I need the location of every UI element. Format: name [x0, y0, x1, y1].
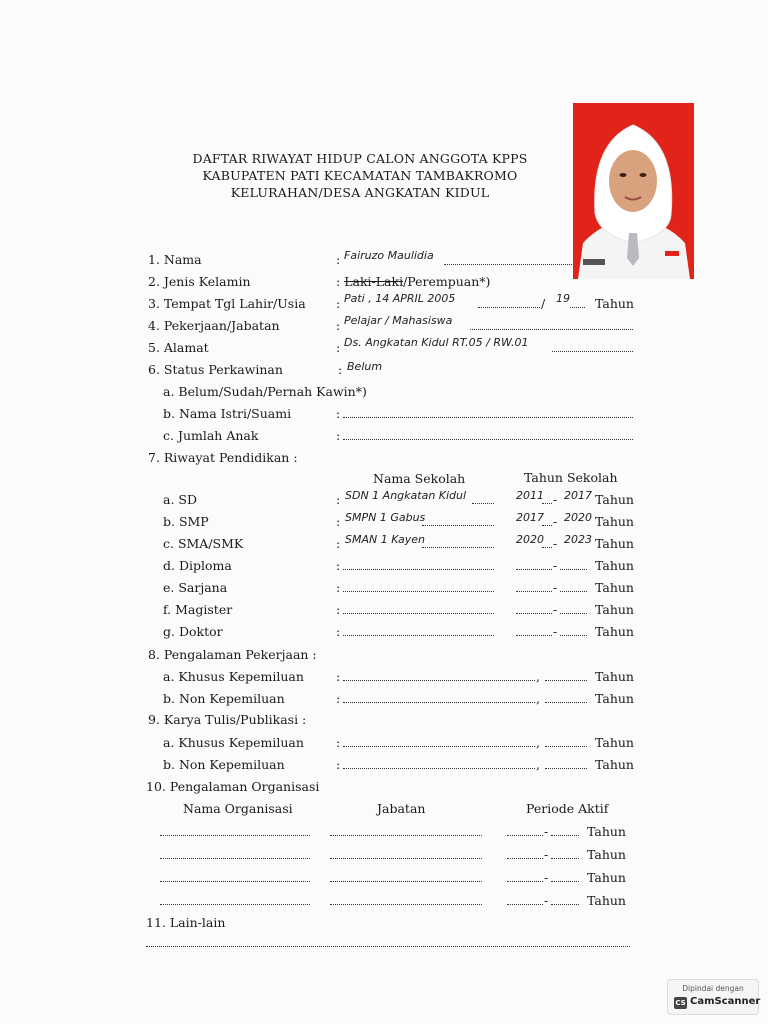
dotted-line[interactable]	[343, 635, 494, 636]
struck-option: Laki-Laki	[344, 274, 404, 289]
dash: -	[553, 624, 558, 639]
passport-photo	[573, 103, 694, 279]
unit-tahun: Tahun	[595, 735, 634, 750]
unit-tahun: Tahun	[587, 870, 626, 885]
colon: :	[336, 558, 341, 573]
unit-tahun: Tahun	[595, 536, 634, 551]
section-organisasi-title: 10. Pengalaman Organisasi	[146, 779, 320, 794]
section-pendidikan-title: 7. Riwayat Pendidikan :	[148, 450, 298, 465]
label-nama: 1. Nama	[148, 252, 202, 267]
dotted-line	[542, 503, 552, 504]
colon: :	[336, 406, 341, 421]
unit-tahun: Tahun	[595, 492, 634, 507]
input-dotted-line[interactable]	[160, 835, 310, 836]
value-usia[interactable]: 19	[556, 292, 570, 305]
experience-label: a. Khusus Kepemiluan	[163, 669, 304, 684]
input-dotted-line[interactable]	[545, 680, 587, 681]
slash: /	[541, 296, 546, 311]
dotted-line[interactable]	[516, 569, 552, 570]
section-karya-title: 9. Karya Tulis/Publikasi :	[148, 712, 307, 727]
input-dotted-line[interactable]	[551, 881, 579, 882]
value-status[interactable]: Belum	[347, 360, 383, 373]
unit-tahun: Tahun	[587, 847, 626, 862]
dash: -	[553, 492, 558, 507]
camscanner-logo-icon: CS	[675, 999, 686, 1007]
colon: :	[336, 428, 341, 443]
comma: ,	[536, 669, 540, 684]
person-portrait-icon	[573, 103, 694, 279]
input-dotted-line[interactable]	[330, 881, 482, 882]
input-dotted-line[interactable]	[343, 768, 535, 769]
input-dotted-line[interactable]	[146, 946, 630, 947]
education-year-to[interactable]: 2017	[564, 489, 592, 502]
input-dotted-line[interactable]	[343, 439, 633, 440]
label-alamat: 5. Alamat	[148, 340, 209, 355]
unit-tahun: Tahun	[595, 691, 634, 706]
education-label: g. Doktor	[163, 624, 223, 639]
dotted-line	[542, 547, 552, 548]
dotted-line[interactable]	[516, 591, 552, 592]
dotted-line	[552, 351, 633, 352]
input-dotted-line[interactable]	[330, 858, 482, 859]
input-dotted-line[interactable]	[160, 881, 310, 882]
value-alamat[interactable]: Ds. Angkatan Kidul RT.05 / RW.01	[344, 336, 529, 349]
education-label: e. Sarjana	[163, 580, 228, 595]
dash: -	[544, 870, 549, 885]
colon: :	[336, 274, 345, 289]
dash: -	[553, 536, 558, 551]
label-status-b: b. Nama Istri/Suami	[163, 406, 292, 421]
colon: :	[336, 580, 341, 595]
colon: :	[336, 669, 341, 684]
input-dotted-line[interactable]	[160, 904, 310, 905]
input-dotted-line[interactable]	[545, 702, 587, 703]
column-tahun-sekolah: Tahun Sekolah	[524, 470, 618, 485]
input-dotted-line[interactable]	[343, 680, 535, 681]
header-line-1: DAFTAR RIWAYAT HIDUP CALON ANGGOTA KPPS	[192, 151, 528, 166]
colon: :	[336, 735, 341, 750]
dotted-line	[422, 547, 494, 548]
education-label: a. SD	[163, 492, 197, 507]
education-school[interactable]: SMAN 1 Kayen	[345, 533, 426, 546]
unit-tahun: Tahun	[587, 824, 626, 839]
dotted-line	[470, 329, 633, 330]
education-year-to[interactable]: 2020	[564, 511, 592, 524]
unit-tahun: Tahun	[587, 893, 626, 908]
dash: -	[553, 580, 558, 595]
dash: -	[544, 824, 549, 839]
scanner-caption: Dipindai dengan	[682, 984, 744, 993]
input-dotted-line[interactable]	[330, 904, 482, 905]
comma: ,	[536, 757, 540, 772]
colon: :	[336, 318, 341, 333]
education-year-to[interactable]: 2023	[564, 533, 592, 546]
input-dotted-line[interactable]	[507, 881, 543, 882]
selected-option: /Perempuan*)	[403, 274, 491, 289]
unit-tahun: Tahun	[595, 296, 634, 311]
dotted-line[interactable]	[343, 569, 494, 570]
unit-tahun: Tahun	[595, 624, 634, 639]
input-dotted-line[interactable]	[545, 746, 587, 747]
education-year-from[interactable]: 2020	[516, 533, 544, 546]
input-dotted-line[interactable]	[343, 746, 535, 747]
label-jenis-kelamin: 2. Jenis Kelamin	[148, 274, 251, 289]
input-dotted-line[interactable]	[507, 904, 543, 905]
colon: :	[336, 602, 341, 617]
header-line-2: KABUPATEN PATI KECAMATAN TAMBAKROMO	[202, 168, 518, 183]
label-ttl: 3. Tempat Tgl Lahir/Usia	[148, 296, 306, 311]
dotted-line[interactable]	[343, 613, 494, 614]
colon: :	[336, 340, 341, 355]
colon: :	[336, 252, 341, 267]
section-pekerjaan-title: 8. Pengalaman Pekerjaan :	[148, 647, 317, 662]
dash: -	[553, 602, 558, 617]
input-dotted-line[interactable]	[330, 835, 482, 836]
colon: :	[336, 536, 341, 551]
input-dotted-line[interactable]	[343, 417, 633, 418]
colon: :	[336, 624, 341, 639]
dotted-line[interactable]	[516, 635, 552, 636]
scanner-brand: CamScanner	[690, 996, 761, 1007]
colon: :	[336, 492, 341, 507]
dotted-line	[472, 503, 494, 504]
experience-label: a. Khusus Kepemiluan	[163, 735, 304, 750]
colon: :	[336, 691, 341, 706]
input-dotted-line[interactable]	[507, 835, 543, 836]
input-dotted-line[interactable]	[551, 835, 579, 836]
dotted-line[interactable]	[343, 591, 494, 592]
column-nama-organisasi: Nama Organisasi	[183, 801, 293, 816]
education-year-from[interactable]: 2017	[516, 511, 544, 524]
unit-tahun: Tahun	[595, 514, 634, 529]
dotted-line[interactable]	[560, 635, 587, 636]
label-status-a: a. Belum/Sudah/Pernah Kawin*)	[163, 384, 367, 399]
unit-tahun: Tahun	[595, 580, 634, 595]
dotted-line	[542, 525, 552, 526]
experience-label: b. Non Kepemiluan	[163, 691, 285, 706]
label-status: 6. Status Perkawinan	[148, 362, 283, 377]
colon: :	[338, 362, 343, 377]
input-dotted-line[interactable]	[551, 858, 579, 859]
value-nama[interactable]: Fairuzo Maulidia	[344, 249, 434, 262]
unit-tahun: Tahun	[595, 558, 634, 573]
column-jabatan: Jabatan	[377, 801, 426, 816]
unit-tahun: Tahun	[595, 669, 634, 684]
education-label: d. Diploma	[163, 558, 232, 573]
experience-label: b. Non Kepemiluan	[163, 757, 285, 772]
dotted-line[interactable]	[560, 569, 587, 570]
dash: -	[544, 847, 549, 862]
education-label: c. SMA/SMK	[163, 536, 244, 551]
input-dotted-line[interactable]	[545, 768, 587, 769]
education-label: b. SMP	[163, 514, 209, 529]
section-lain-title: 11. Lain-lain	[146, 915, 226, 930]
value-ttl[interactable]: Pati , 14 APRIL 2005	[344, 292, 456, 305]
education-year-from[interactable]: 2011	[516, 489, 544, 502]
header-line-3: KELURAHAN/DESA ANGKATAN KIDUL	[230, 185, 490, 200]
dash: -	[553, 558, 558, 573]
column-periode-aktif: Periode Aktif	[526, 801, 609, 816]
label-status-c: c. Jumlah Anak	[163, 428, 259, 443]
input-dotted-line[interactable]	[343, 702, 535, 703]
dotted-line	[444, 264, 572, 265]
dotted-line[interactable]	[560, 591, 587, 592]
dotted-line	[570, 307, 585, 308]
label-pekerjaan: 4. Pekerjaan/Jabatan	[148, 318, 280, 333]
unit-tahun: Tahun	[595, 757, 634, 772]
colon: :	[336, 757, 341, 772]
dotted-line	[478, 307, 540, 308]
input-dotted-line[interactable]	[551, 904, 579, 905]
value-jenis-kelamin[interactable]	[336, 274, 490, 289]
education-school[interactable]: SDN 1 Angkatan Kidul	[345, 489, 467, 502]
input-dotted-line[interactable]	[160, 858, 310, 859]
dash: -	[553, 514, 558, 529]
dotted-line[interactable]	[516, 613, 552, 614]
dotted-line	[422, 525, 494, 526]
column-nama-sekolah: Nama Sekolah	[373, 471, 466, 486]
unit-tahun: Tahun	[595, 602, 634, 617]
dash: -	[544, 893, 549, 908]
colon: :	[336, 296, 341, 311]
comma: ,	[536, 735, 540, 750]
value-pekerjaan[interactable]: Pelajar / Mahasiswa	[344, 314, 453, 327]
input-dotted-line[interactable]	[507, 858, 543, 859]
camscanner-watermark	[667, 979, 759, 1015]
comma: ,	[536, 691, 540, 706]
dotted-line[interactable]	[560, 613, 587, 614]
education-school[interactable]: SMPN 1 Gabus	[345, 511, 426, 524]
colon: :	[336, 514, 341, 529]
education-label: f. Magister	[163, 602, 233, 617]
